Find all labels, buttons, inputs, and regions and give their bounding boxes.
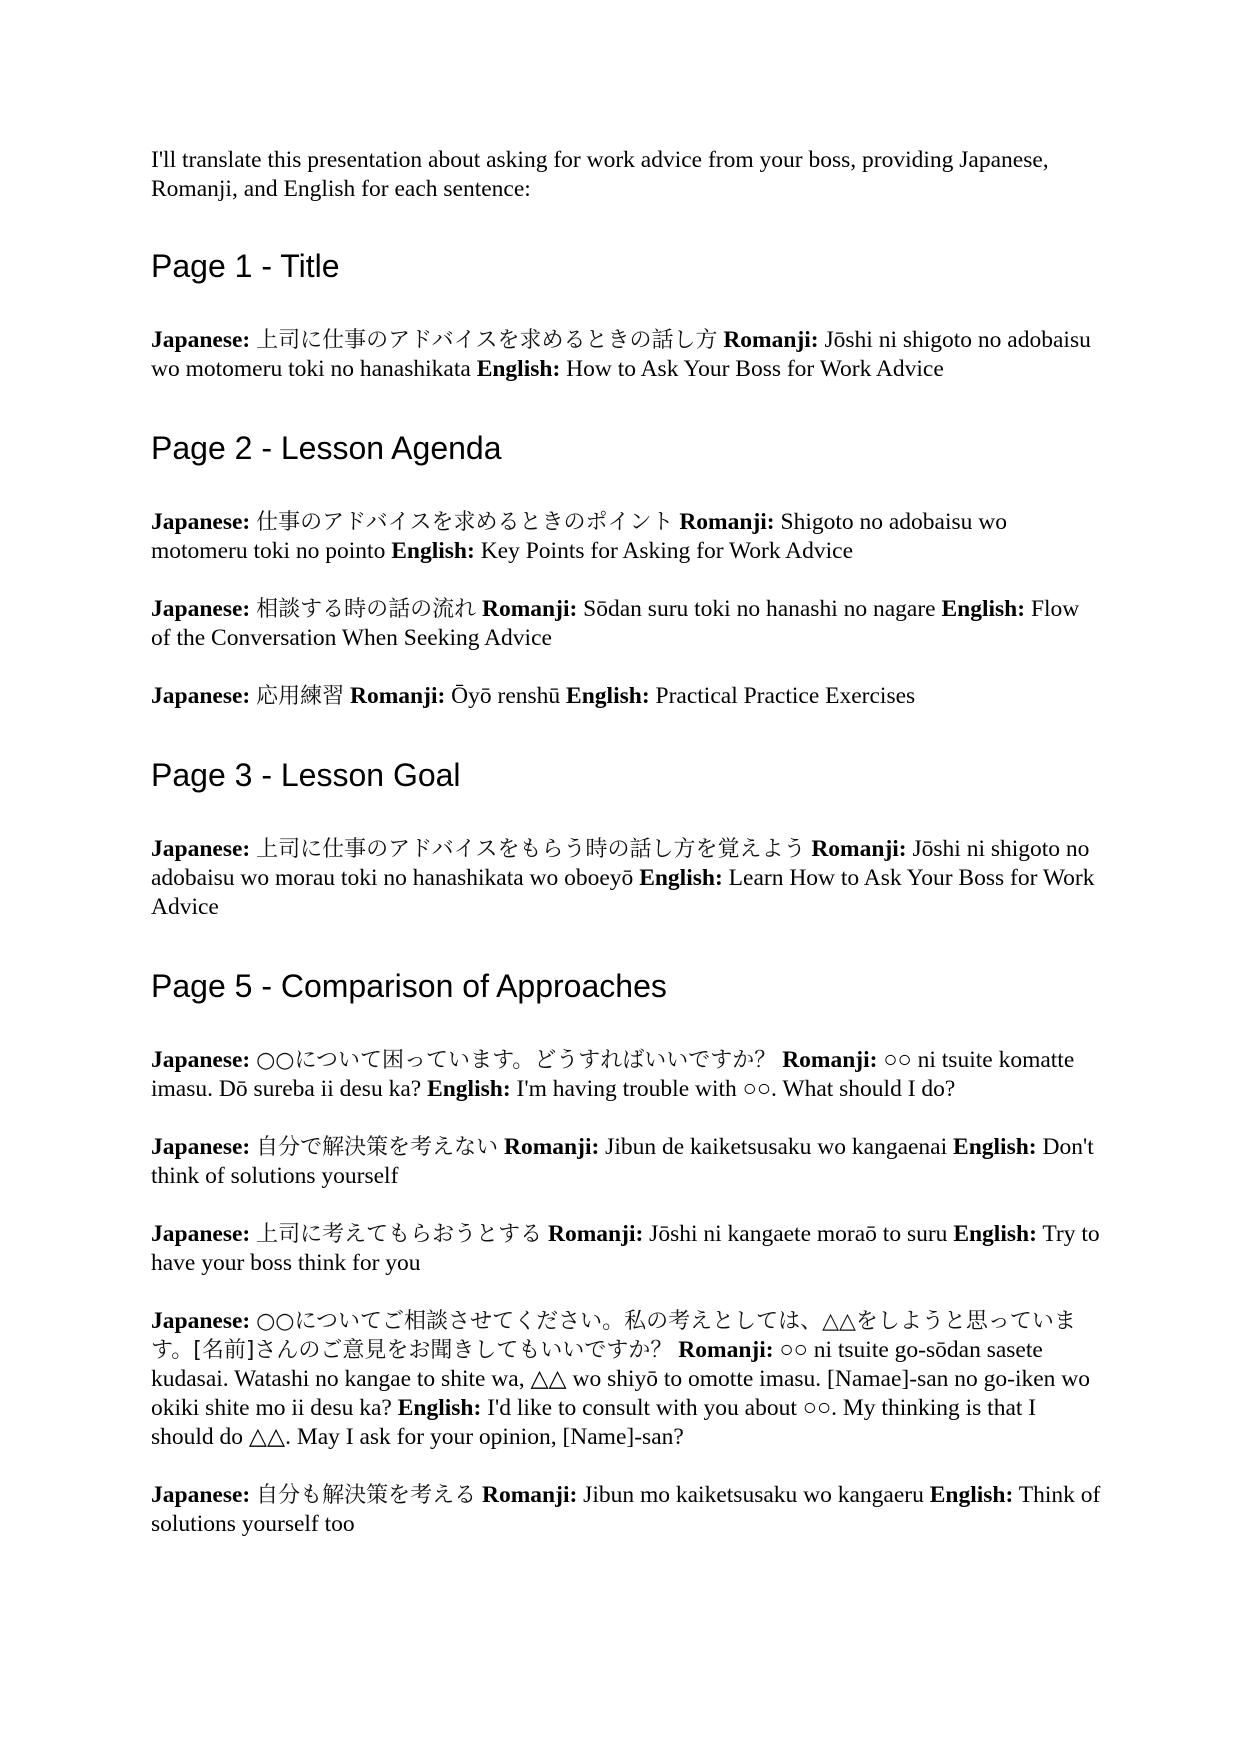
document-body [151, 146, 1101, 1568]
english-label: English: [391, 538, 475, 564]
japanese-text: 仕事のアドバイスを求めるときのポイント [256, 510, 674, 535]
section-heading-page-1: Page 1 - Title [151, 248, 340, 284]
japanese-text: 相談する時の話の流れ [256, 597, 477, 622]
romanji-text: Jōshi ni shigoto no adobaisu wo motomeru toki no hanashikata [151, 327, 1091, 382]
romanji-label: Romanji: [548, 1221, 644, 1247]
translation-entry [151, 682, 1101, 711]
japanese-label: Japanese: [151, 683, 251, 709]
romanji-text: Jōshi ni kangaete moraō to suru [649, 1221, 948, 1247]
japanese-label: Japanese: [151, 1482, 251, 1508]
japanese-label: Japanese: [151, 1221, 251, 1247]
english-text: Practical Practice Exercises [655, 683, 916, 709]
japanese-text: ○○について困っています。どうすればいいですか？ [256, 1048, 777, 1073]
japanese-label: Japanese: [151, 1308, 251, 1334]
japanese-label: Japanese: [151, 327, 251, 353]
english-label: English: [929, 1482, 1014, 1508]
romanji-label: Romanji: [723, 327, 819, 353]
romanji-text: Sōdan suru toki no hanashi no nagare [583, 596, 936, 622]
english-text: Don't think of solutions yourself [151, 1134, 1094, 1189]
english-label: English: [953, 1221, 1037, 1247]
translation-entry [151, 1307, 1101, 1452]
romanji-text: Jibun de kaiketsusaku wo kangaenai [605, 1134, 948, 1160]
translation-entry [151, 1220, 1101, 1278]
japanese-label: Japanese: [151, 1047, 251, 1073]
translation-entry [151, 326, 1101, 384]
japanese-label: Japanese: [151, 836, 251, 862]
romanji-text: Jibun mo kaiketsusaku wo kangaeru [583, 1482, 924, 1508]
english-label: English: [639, 865, 723, 891]
romanji-text: Jōshi ni shigoto no adobaisu wo morau toki no hanashikata wo oboeyō [151, 836, 1090, 891]
romanji-text: ○○ ni tsuite go-sōdan sasete kudasai. Watashi no kangae to shite wa, △△ wo shiyō to omotte imasu. [Namae]-san no go-iken wo okiki shite mo ii desu ka? [151, 1337, 1091, 1421]
translation-entry [151, 508, 1101, 566]
japanese-text: 自分も解決策を考える [256, 1483, 477, 1508]
romanji-label: Romanji: [678, 1337, 774, 1363]
japanese-text: 自分で解決策を考えない [256, 1135, 499, 1160]
romanji-label: Romanji: [811, 836, 907, 862]
romanji-label: Romanji: [504, 1134, 600, 1160]
section-heading-page-2: Page 2 - Lesson Agenda [151, 430, 502, 466]
translation-entry [151, 1046, 1101, 1104]
english-text: Try to have your boss think for you [151, 1221, 1100, 1276]
japanese-label: Japanese: [151, 509, 251, 535]
translation-entry [151, 1133, 1101, 1191]
romanji-label: Romanji: [482, 1482, 578, 1508]
english-text: I'd like to consult with you about ○○. My thinking is that I should do △△. May I ask for your opinion, [Name]-san? [151, 1395, 1037, 1450]
english-label: English: [427, 1076, 511, 1102]
section-heading-page-5: Page 5 - Comparison of Approaches [151, 968, 667, 1004]
english-label: English: [476, 356, 561, 382]
japanese-label: Japanese: [151, 1134, 251, 1160]
romanji-label: Romanji: [482, 596, 578, 622]
romanji-text: ○○ ni tsuite komatte imasu. Dō sureba ii desu ka? [151, 1047, 1075, 1102]
english-label: English: [953, 1134, 1037, 1160]
translation-entry [151, 1481, 1101, 1539]
romanji-label: Romanji: [679, 509, 775, 535]
english-label: English: [941, 596, 1026, 622]
romanji-text: Ōyō renshū [451, 683, 561, 709]
japanese-text: 上司に考えてもらおうとする [256, 1222, 543, 1247]
english-label: English: [397, 1395, 482, 1421]
english-text: Flow of the Conversation When Seeking Advice [151, 596, 1080, 651]
english-label: English: [566, 683, 650, 709]
japanese-label: Japanese: [151, 596, 251, 622]
romanji-label: Romanji: [350, 683, 446, 709]
english-text: I'm having trouble with ○○. What should I do? [516, 1076, 956, 1102]
english-text: How to Ask Your Boss for Work Advice [566, 356, 944, 382]
japanese-text: ○○についてご相談させてください。私の考えとしては、△△をしようと思っています。[名前]さんのご意見をお聞きしてもいいですか？ [151, 1309, 1076, 1363]
english-text: Learn How to Ask Your Boss for Work Advice [151, 865, 1095, 920]
translation-entry [151, 835, 1101, 922]
section-heading-page-3: Page 3 - Lesson Goal [151, 757, 461, 793]
english-text: Think of solutions yourself too [151, 1482, 1101, 1537]
english-text: Key Points for Asking for Work Advice [480, 538, 854, 564]
japanese-text: 上司に仕事のアドバイスをもらう時の話し方を覚えよう [256, 837, 806, 862]
romanji-text: Shigoto no adobaisu wo motomeru toki no pointo [151, 509, 1008, 564]
japanese-text: 上司に仕事のアドバイスを求めるときの話し方 [256, 328, 718, 353]
japanese-text: 応用練習 [256, 684, 345, 709]
intro-paragraph: I'll translate this presentation about asking for work advice from your boss, providing Japanese, Romanji, and English for each sentence: [151, 147, 1049, 202]
romanji-label: Romanji: [782, 1047, 878, 1073]
translation-entry [151, 595, 1101, 653]
